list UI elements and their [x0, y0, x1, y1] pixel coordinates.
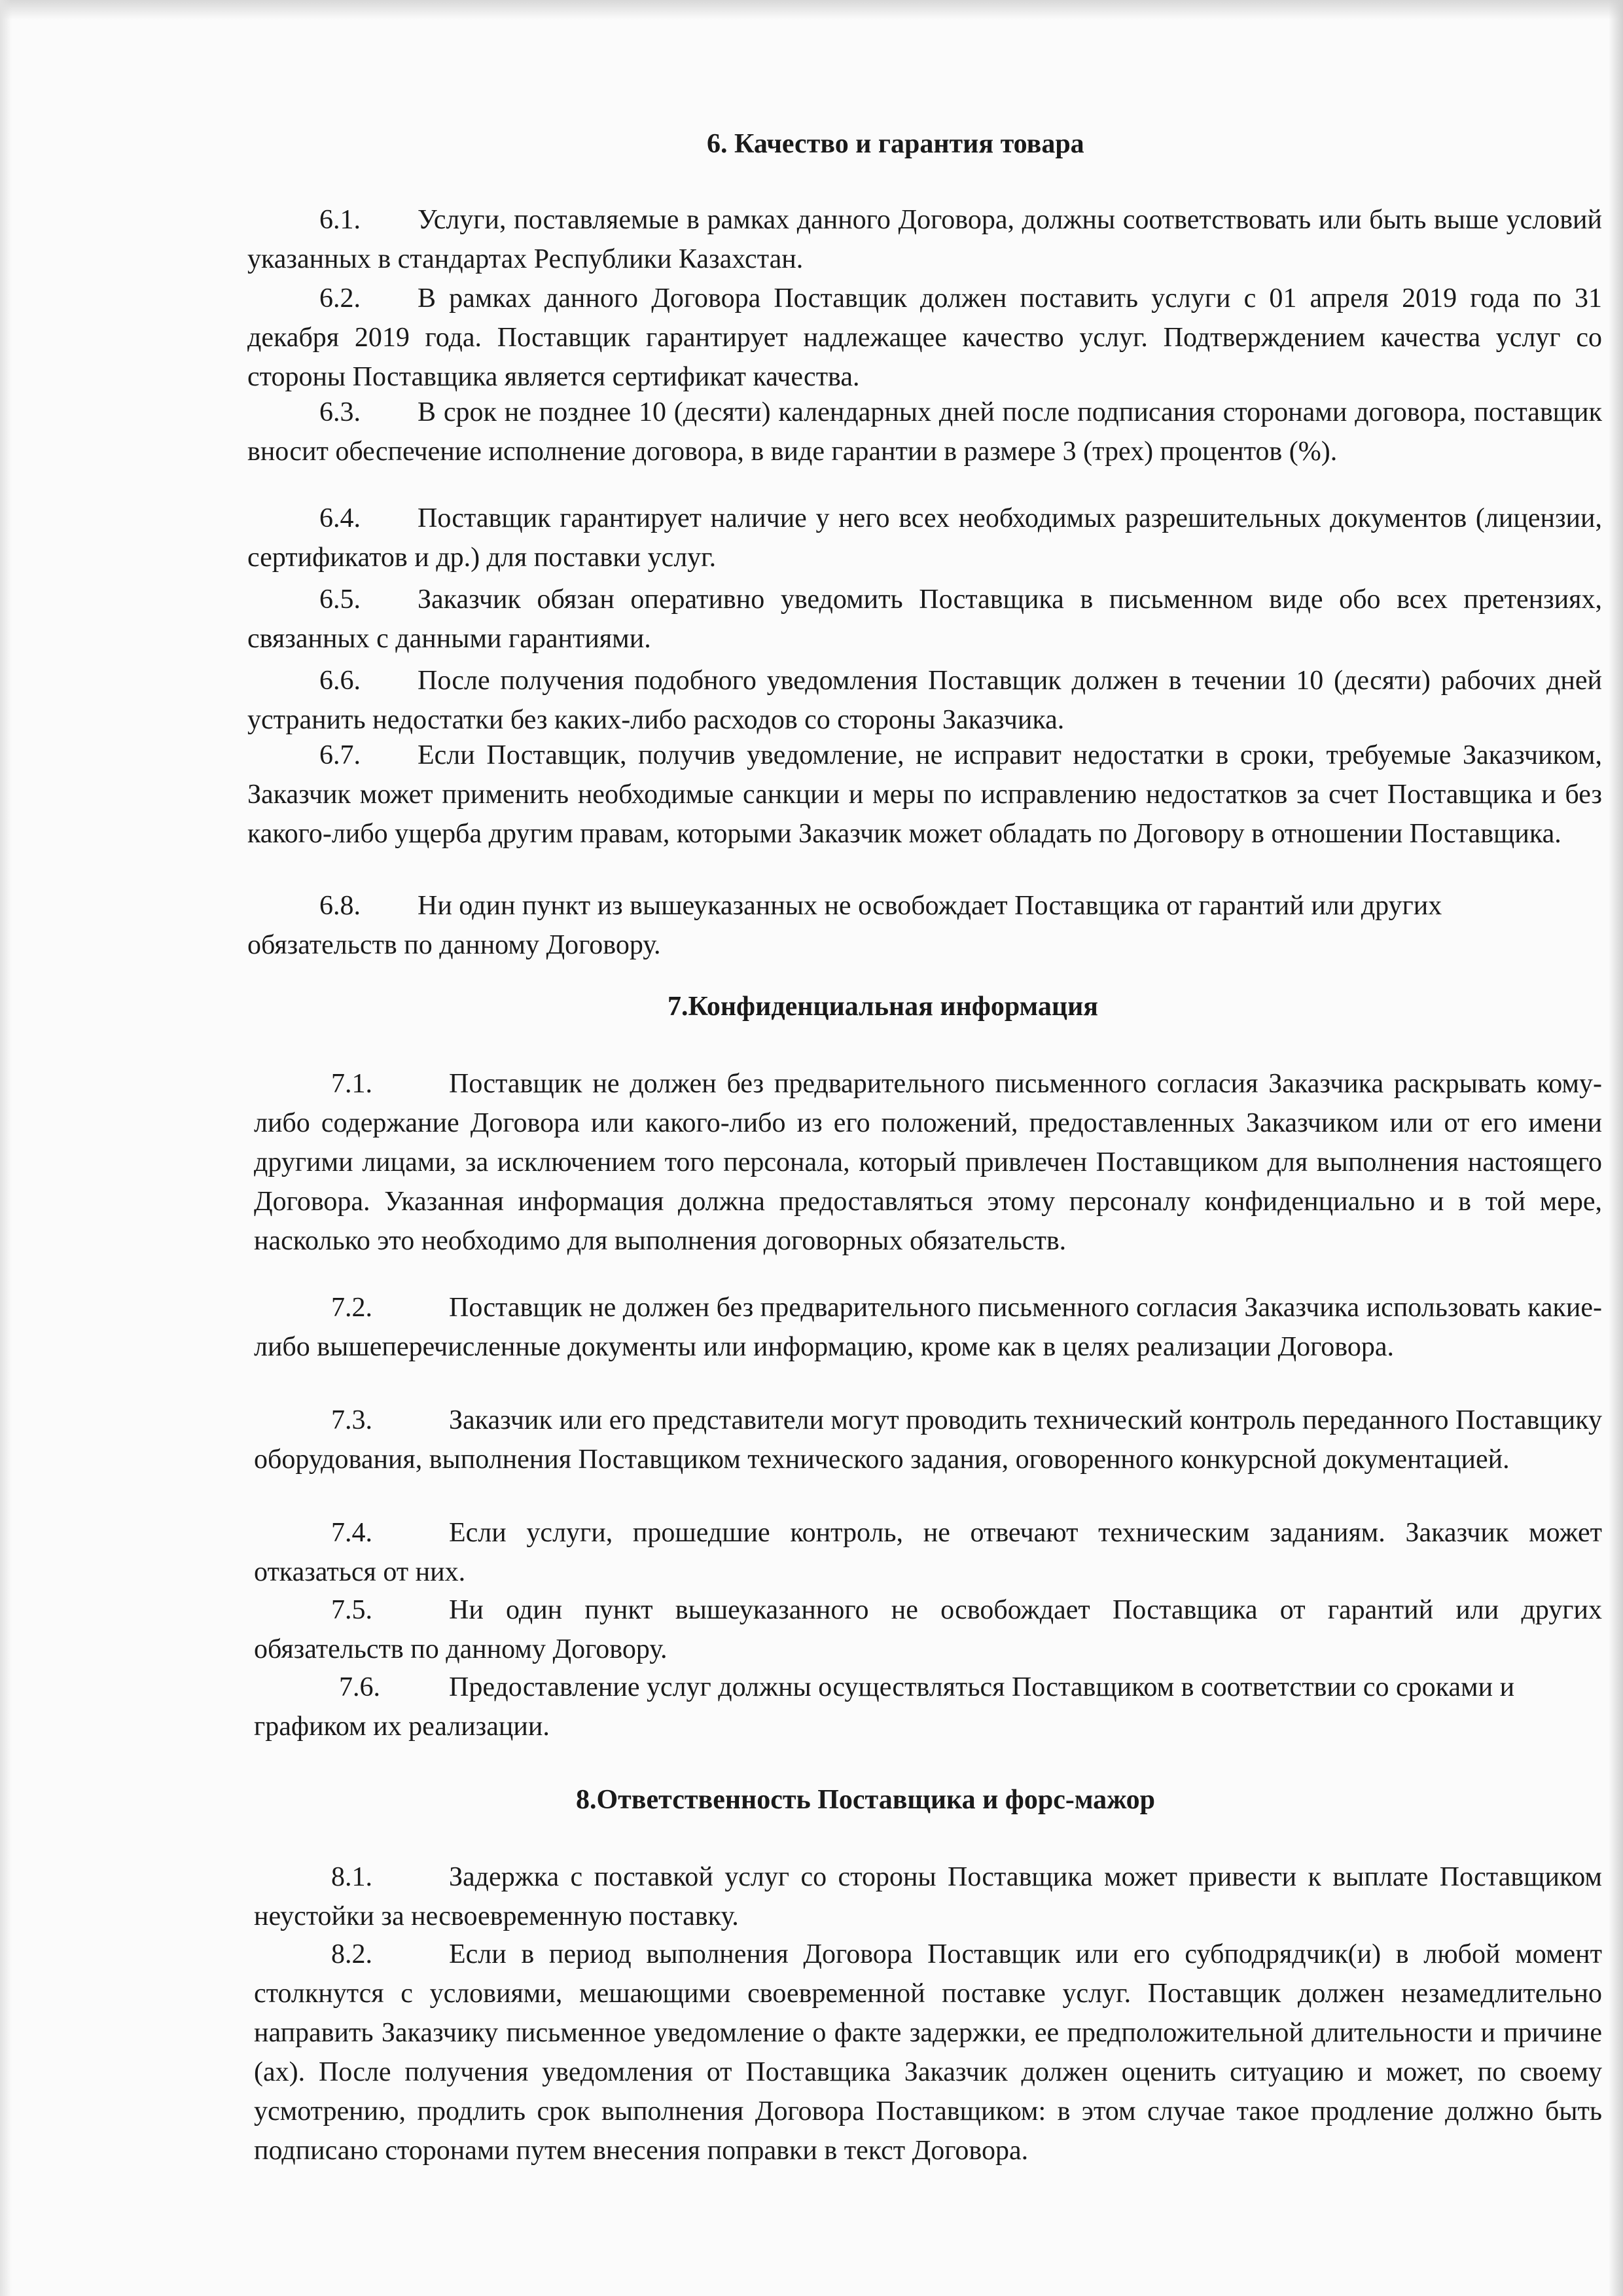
clause-7-2	[254, 1288, 1602, 1367]
clause-text: Задержка с поставкой услуг со стороны Поставщика может привести к выплате Поставщиком неустойки за несвоевременную поставку.	[254, 1862, 1602, 1931]
clause-number: 7.4.	[331, 1518, 372, 1548]
clause-7-4	[254, 1513, 1602, 1592]
clause-number: 6.3.	[319, 397, 361, 427]
clause-6-1	[247, 200, 1602, 279]
clause-8-1	[254, 1857, 1602, 1936]
section-8-title: 8.Ответственность Поставщика и форс-мажор	[576, 1785, 1155, 1815]
clause-text: Ни один пункт из вышеуказанных не освобождает Поставщика от гарантий или других обязательств по данному Договору.	[247, 891, 1442, 960]
clause-number: 7.2.	[331, 1293, 372, 1323]
scan-right-edge	[1609, 0, 1623, 2296]
clause-text: В рамках данного Договора Поставщик должен поставить услуги с 01 апреля 2019 года по 31 декабря 2019 года. Поставщик гарантирует надлежащее качество услуг. Подтверждением качества услуг со стороны Поставщика является сертификат качества.	[247, 283, 1602, 392]
clause-text: Поставщик гарантирует наличие у него всех необходимых разрешительных документов (лицензии, сертификатов и др.) для поставки услуг.	[247, 503, 1602, 573]
clause-number: 7.3.	[331, 1405, 372, 1435]
clause-7-1	[254, 1064, 1602, 1261]
clause-number: 8.1.	[331, 1862, 372, 1892]
clause-number: 7.1.	[331, 1069, 372, 1099]
clause-text: Если Поставщик, получив уведомление, не исправит недостатки в сроки, требуемые Заказчиком, Заказчик может применить необходимые санкции и меры по исправлению недостатков за счет Поставщика и без какого-либо ущерба другим правам, которыми Заказчик может обладать по Договору в отношении Поставщика.	[247, 740, 1602, 849]
clause-6-3	[247, 393, 1602, 471]
clause-number: 6.1.	[319, 205, 361, 235]
clause-number: 7.6.	[339, 1672, 380, 1702]
clause-text: Поставщик не должен без предварительного письменного согласия Заказчика раскрывать кому-либо содержание Договора или какого-либо из его положений, предоставленных Заказчиком или от его имени другими лицами, за исключением того персонала, который привлечен Поставщиком для выполнения настоящего Договора. Указанная информация должна предоставляться этому персоналу конфиденциально и в той мере, насколько это необходимо для выполнения договорных обязательств.	[254, 1069, 1602, 1256]
section-7-title: 7.Конфиденциальная информация	[668, 992, 1098, 1022]
scan-left-edge	[0, 0, 12, 2296]
clause-text: Ни один пункт вышеуказанного не освобождает Поставщика от гарантий или других обязательств по данному Договору.	[254, 1595, 1602, 1664]
clause-6-4	[247, 499, 1602, 577]
clause-number: 6.8.	[319, 891, 361, 921]
clause-number: 6.2.	[319, 283, 361, 314]
clause-text: Услуги, поставляемые в рамках данного Договора, должны соответствовать или быть выше условий указанных в стандартах Республики Казахстан.	[247, 205, 1602, 274]
clause-number: 6.5.	[319, 584, 361, 615]
clause-number: 6.6.	[319, 666, 361, 696]
clause-number: 6.4.	[319, 503, 361, 533]
clause-text: В срок не позднее 10 (десяти) календарных дней после подписания сторонами договора, поставщик вносит обеспечение исполнение договора, в виде гарантии в размере 3 (трех) процентов (%).	[247, 397, 1602, 467]
clause-6-8	[247, 886, 1556, 965]
clause-6-5	[247, 580, 1602, 658]
clause-number: 7.5.	[331, 1595, 372, 1625]
clause-8-2	[254, 1935, 1602, 2170]
clause-number: 8.2.	[331, 1939, 372, 1969]
clause-text: Предоставление услуг должны осуществляться Поставщиком в соответствии со сроками и графиком их реализации.	[254, 1672, 1515, 1742]
clause-text: Поставщик не должен без предварительного письменного согласия Заказчика использовать какие-либо вышеперечисленные документы или информацию, кроме как в целях реализации Договора.	[254, 1293, 1602, 1362]
clause-7-5	[254, 1590, 1602, 1669]
clause-text: Заказчик или его представители могут проводить технический контроль переданного Поставщику оборудования, выполнения Поставщиком технического задания, оговоренного конкурсной документацией.	[254, 1405, 1602, 1475]
clause-text: Заказчик обязан оперативно уведомить Поставщика в письменном виде обо всех претензиях, связанных с данными гарантиями.	[247, 584, 1602, 654]
clause-6-7	[247, 736, 1602, 853]
clause-7-6	[254, 1668, 1582, 1746]
clause-text: Если услуги, прошедшие контроль, не отвечают техническим заданиям. Заказчик может отказаться от них.	[254, 1518, 1602, 1587]
clause-6-6	[247, 661, 1602, 740]
clause-6-2	[247, 279, 1602, 397]
clause-text: Если в период выполнения Договора Поставщик или его субподрядчик(и) в любой момент столкнутся с условиями, мешающими своевременной поставке услуг. Поставщик должен незамедлительно направить Заказчику письменное уведомление о факте задержки, ее предположительной длительности и причине (ах). После получения уведомления от Поставщика Заказчик должен оценить ситуацию и может, по своему усмотрению, продлить срок выполнения Договора Поставщиком: в этом случае такое продление должно быть подписано сторонами путем внесения поправки в текст Договора.	[254, 1939, 1602, 2166]
scan-top-edge	[0, 0, 1623, 20]
clause-7-3	[254, 1401, 1602, 1479]
clause-text: После получения подобного уведомления Поставщик должен в течении 10 (десяти) рабочих дней устранить недостатки без каких-либо расходов со стороны Заказчика.	[247, 666, 1602, 735]
clause-number: 6.7.	[319, 740, 361, 770]
section-6-title: 6. Качество и гарантия товара	[707, 129, 1084, 159]
